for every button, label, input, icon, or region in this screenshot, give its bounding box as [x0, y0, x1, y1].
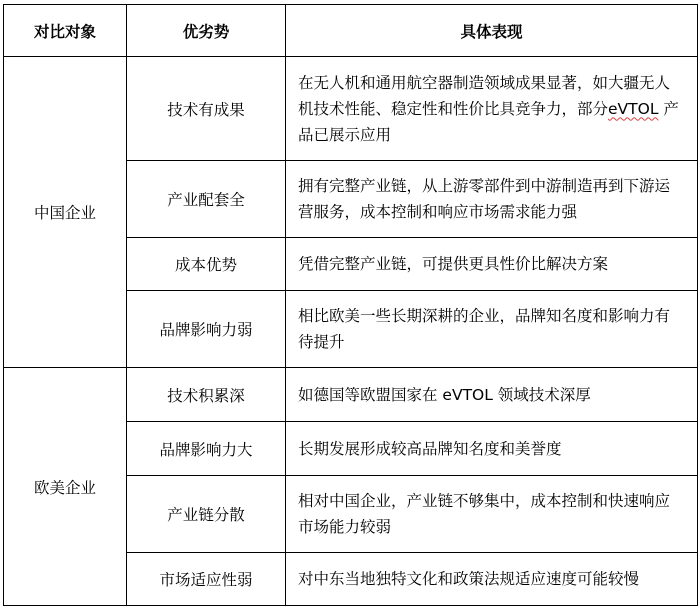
row-detail: 拥有完整产业链，从上游零部件到中游制造再到下游运营服务，成本控制和响应市场需求能力强	[286, 161, 698, 238]
row-detail-text: 在无人机和通用航空器制造领域成果显著，如大疆无人机技术性能、稳定性和性价比具竞争力，部分	[298, 73, 671, 118]
row-item: 成本优势	[127, 238, 286, 291]
group-name-china: 中国企业	[4, 57, 127, 368]
row-detail	[286, 57, 698, 161]
row-item: 品牌影响力大	[127, 422, 286, 476]
comparison-table	[3, 4, 698, 606]
row-detail-term: eVTOL	[608, 99, 659, 118]
row-item: 技术有成果	[127, 57, 286, 161]
table-row	[4, 368, 698, 422]
comparison-table-wrapper	[3, 4, 697, 607]
header-pros-cons: 优劣势	[127, 5, 286, 57]
row-detail: 如德国等欧盟国家在 eVTOL 领域技术深厚	[286, 368, 698, 422]
row-detail: 长期发展形成较高品牌知名度和美誉度	[286, 422, 698, 476]
group-name-euus: 欧美企业	[4, 368, 127, 606]
table-row	[4, 57, 698, 161]
header-subject: 对比对象	[4, 5, 127, 57]
row-item: 产业配套全	[127, 161, 286, 238]
header-details: 具体表现	[286, 5, 698, 57]
row-detail-text-tail: 产品已展示应用	[298, 99, 679, 144]
row-detail: 相比欧美一些长期深耕的企业，品牌知名度和影响力有待提升	[286, 291, 698, 368]
row-item: 品牌影响力弱	[127, 291, 286, 368]
row-detail: 凭借完整产业链，可提供更具性价比解决方案	[286, 238, 698, 291]
header-row	[4, 5, 698, 57]
row-item: 产业链分散	[127, 476, 286, 553]
row-detail: 对中东当地独特文化和政策法规适应速度可能较慢	[286, 553, 698, 606]
row-detail: 相对中国企业，产业链不够集中，成本控制和快速响应市场能力较弱	[286, 476, 698, 553]
row-item: 技术积累深	[127, 368, 286, 422]
row-item: 市场适应性弱	[127, 553, 286, 606]
